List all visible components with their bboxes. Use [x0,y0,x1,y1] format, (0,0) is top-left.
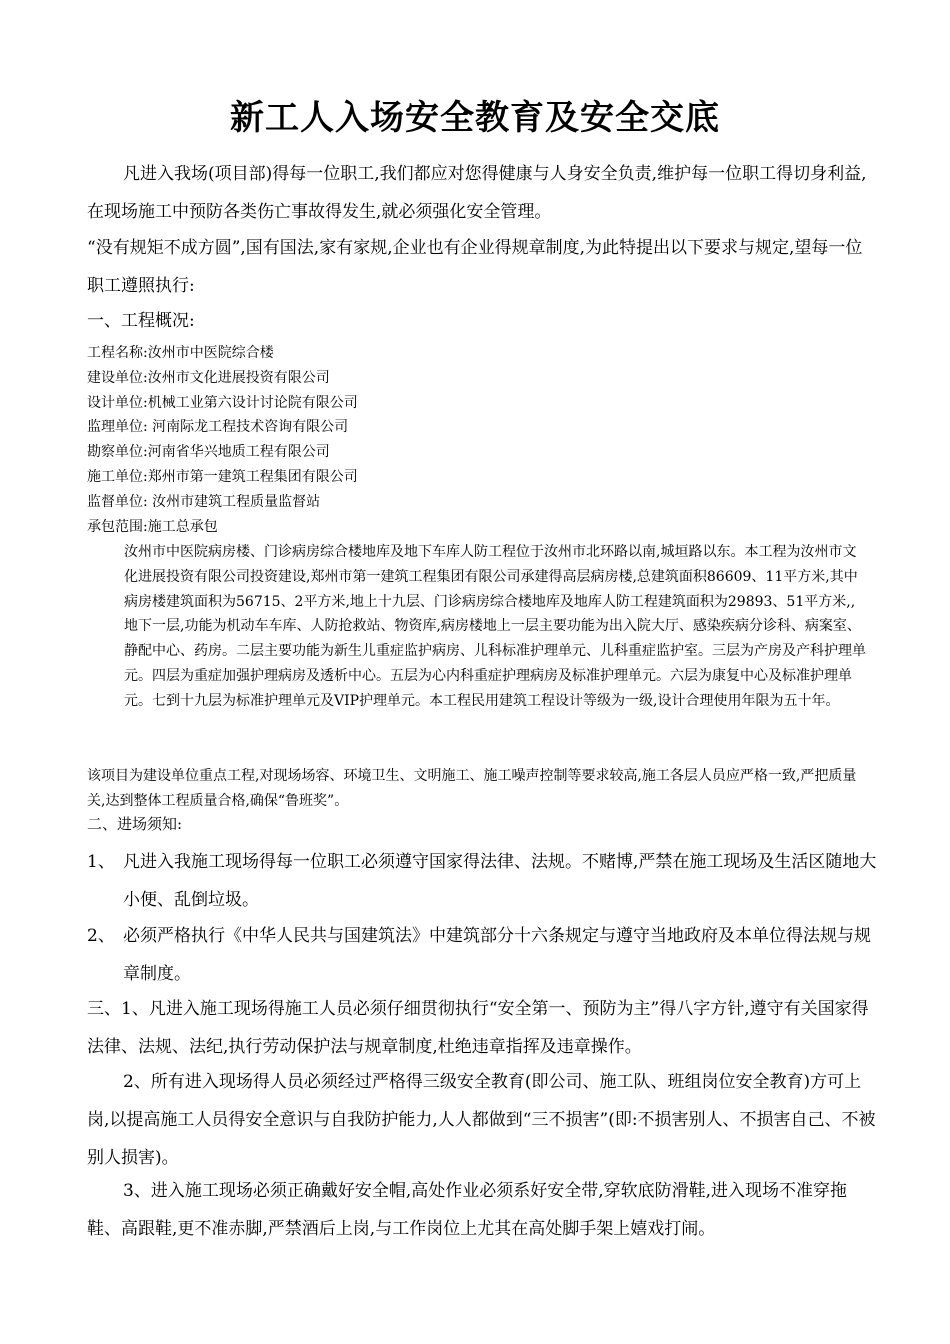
intro-paragraph-1: 凡进入我场(项目部)得每一位职工,我们都应对您得健康与人身安全负责,维护每一位职工得切身利益,在现场施工中预防各类伤亡事故得发生,就必须强化安全管理。 [87,164,867,222]
section-3-paragraph-2: 2、所有进入现场得人员必须经过严格得三级安全教育(即公司、施工队、班组岗位安全教育)方可上岗,以提高施工人员得安全意识与自我防护能力,人人都做到“三不损害”(即:不损害别人、不损害自己、不被别人损害)。 [87,1072,876,1168]
rule-item-2-text: 必须严格执行《中华人民共与国建筑法》中建筑部分十六条规定与遵守当地政府及本单位得法规与规章制度。 [123,926,871,984]
rule-item-2-number: 2、 [87,926,115,946]
info-contract-scope: 承包范围:施工总承包 [87,518,218,535]
section-3-paragraph-1: 三、1、凡进入施工现场得施工人员必须仔细贯彻执行“安全第一、预防为主”得八字方针,遵守有关国家得法律、法规、法纪,执行劳动保护法与规章制度,杜绝违章指挥及违章操作。 [87,999,869,1057]
info-quality-station: 监督单位: 汝州市建筑工程质量监督站 [87,493,321,510]
info-owner: 建设单位:汝州市文化进展投资有限公司 [87,369,330,386]
rule-item-1-number: 1、 [87,852,115,872]
intro-paragraph-2: “没有规矩不成方圆”,国有国法,家有家规,企业也有企业得规章制度,为此特提出以下要求与规定,望每一位职工遵照执行: [87,238,863,296]
info-contractor: 施工单位:郑州市第一建筑工程集团有限公司 [87,468,358,485]
project-description: 汝州市中医院病房楼、门诊病房综合楼地库及地下车库人防工程位于汝州市北环路以南,城垣路以东。本工程为汝州市文化进展投资有限公司投资建设,郑州市第一建筑工程集团有限公司承建得高层病房楼,总建筑面积86609、11平方米,其中病房楼建筑面积为56715、2平方米,地上十九层、门诊病房综合楼地库及地库人防工程建筑面积为29893、51平方米,,地下一层,功能为机动车车库、人防抢救站、物资库,病房楼地上一层主要功能为出入院大厅、感染疾病分诊科、病案室、静配中心、药房。二层主要功能为新生儿重症监护病房、儿科标准护理单元、儿科重症监护室。三层为产房及产科护理单元。四层为重症加强护理病房及透析中心。五层为心内科重症护理病房及标准护理单元。六层为康复中心及标准护理单元。七到十九层为标准护理单元及VIP护理单元。本工程民用建筑工程设计等级为一级,设计合理使用年限为五十年。 [124,544,866,709]
section-2-heading: 二、进场须知: [87,815,183,833]
key-project-note: 该项目为建设单位重点工程,对现场场容、环境卫生、文明施工、施工噪声控制等要求较高,施工各层人员应严格一致,严把质量关,达到整体工程质量合格,确保“鲁班奖”。 [87,768,857,809]
section-3-paragraph-3: 3、进入施工现场必须正确戴好安全帽,高处作业必须系好安全带,穿软底防滑鞋,进入现场不准穿拖鞋、高跟鞋,更不准赤脚,严禁酒后上岗,与工作岗位上尤其在高处脚手架上嬉戏打闹。 [87,1181,848,1239]
project-info-list [87,341,867,539]
rule-item-2 [87,917,877,993]
info-project-name: 工程名称:汝州市中医院综合楼 [87,345,274,361]
rule-item-1-text: 凡进入我施工现场得每一位职工必须遵守国家得法律、法规。不赌博,严禁在施工现场及生活区随地大小便、乱倒垃圾。 [123,852,877,910]
section-1-heading: 一、工程概况: [87,311,195,331]
info-survey: 勘察单位:河南省华兴地质工程有限公司 [87,444,330,461]
info-designer: 设计单位:机械工业第六设计讨论院有限公司 [87,394,358,411]
info-supervisor: 监理单位: 河南际龙工程技术咨询有限公司 [87,419,349,436]
document-title: 新工人入场安全教育及安全交底 [230,98,720,138]
rule-item-1 [87,843,877,919]
